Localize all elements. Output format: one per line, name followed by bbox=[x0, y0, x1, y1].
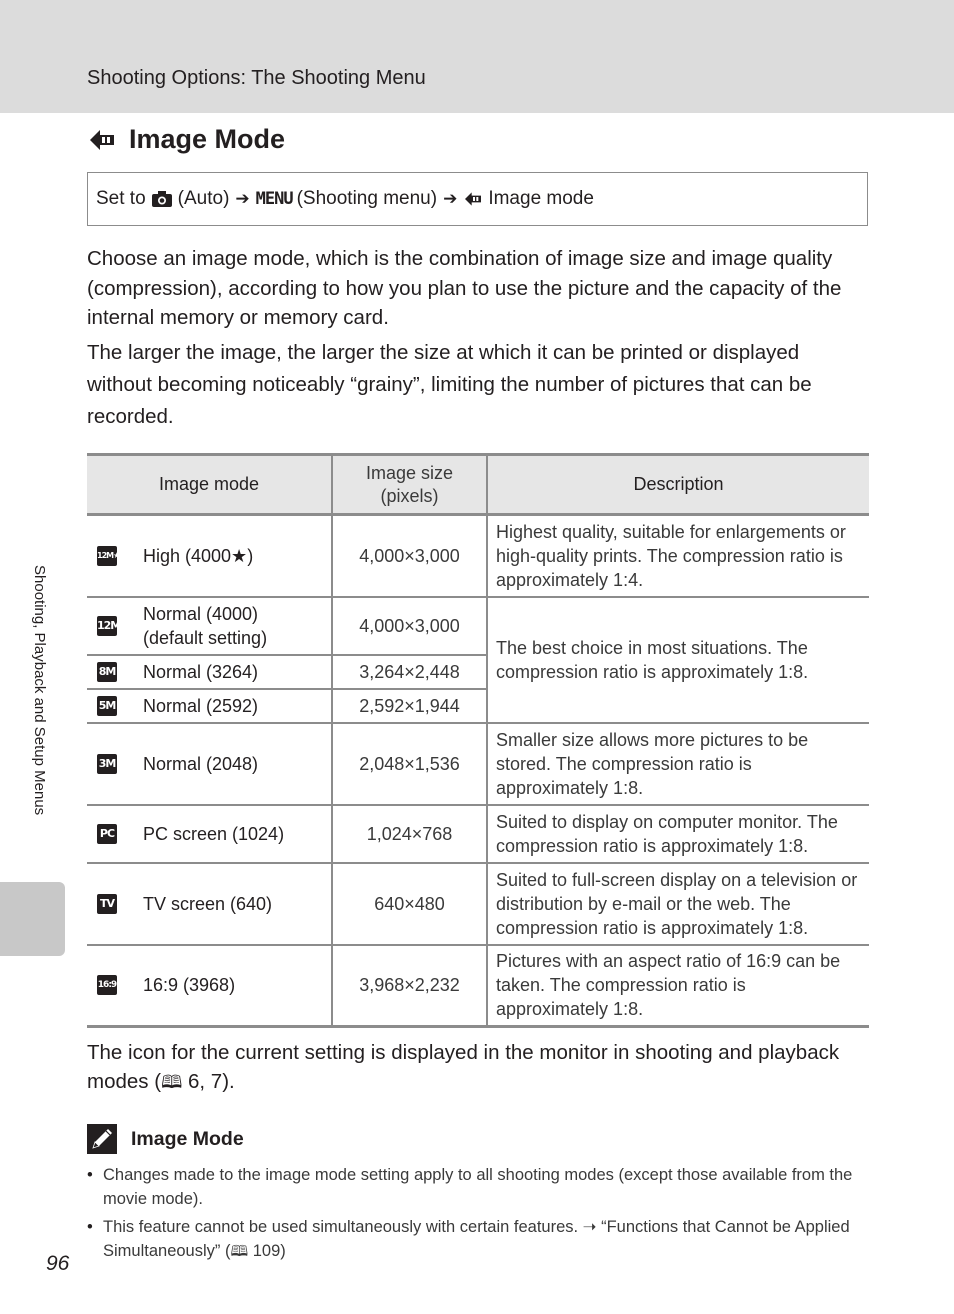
page-title bbox=[87, 124, 285, 155]
col-header-description: Description bbox=[487, 455, 869, 515]
image-mode-icon bbox=[87, 125, 117, 155]
mode-name: Normal (3264) bbox=[143, 661, 259, 682]
note-bullet-list bbox=[87, 1164, 868, 1268]
mode-description: Pictures with an aspect ratio of 16:9 can be taken. The compression ratio is approximately 1:8. bbox=[487, 945, 869, 1027]
pc-screen-icon: PC bbox=[97, 824, 117, 844]
intro-paragraph-1: Choose an image mode, which is the combination of image size and image quality (compression), according to how you plan to use the picture and the capacity of the internal memory or memory card. bbox=[87, 247, 842, 329]
path-set-to: Set to bbox=[96, 188, 146, 209]
16-9-icon: 16:9 bbox=[97, 975, 117, 995]
mode-name: Normal (4000) (default setting) bbox=[143, 603, 268, 648]
image-size: 2,592×1,944 bbox=[332, 689, 487, 723]
image-mode-icon bbox=[463, 189, 483, 209]
table-row bbox=[87, 597, 869, 655]
normal-2592-icon: 5M bbox=[97, 696, 117, 716]
col-header-mode: Image mode bbox=[87, 455, 332, 515]
camera-auto-icon bbox=[152, 191, 172, 207]
high-4000-icon: 12M★ bbox=[97, 546, 117, 566]
image-size: 640×480 bbox=[332, 863, 487, 945]
page-ref: 6, 7 bbox=[188, 1070, 223, 1093]
path-auto: (Auto) bbox=[177, 188, 230, 209]
path-image-mode: Image mode bbox=[488, 188, 594, 209]
arrow-right-icon: ➔ bbox=[235, 189, 250, 208]
normal-4000-icon: 12M bbox=[97, 616, 117, 636]
table-row bbox=[87, 805, 869, 863]
bullet-text-before: This feature cannot be used simultaneously with certain features. ➝ “Functions that Cannot be Applied Simultaneously” ( bbox=[103, 1218, 850, 1260]
page-number: 96 bbox=[46, 1252, 70, 1275]
note-title: Image Mode bbox=[131, 1127, 244, 1150]
note-pencil-icon bbox=[87, 1124, 117, 1154]
tv-screen-icon: TV bbox=[97, 894, 117, 914]
image-size: 2,048×1,536 bbox=[332, 723, 487, 805]
mode-name: High (4000★) bbox=[143, 545, 254, 566]
normal-3264-icon: 8M bbox=[97, 662, 117, 682]
list-item: • Changes made to the image mode setting apply to all shooting modes (except those available from the movie mode). bbox=[87, 1164, 868, 1211]
current-setting-note bbox=[87, 1038, 868, 1097]
table-row bbox=[87, 723, 869, 805]
mode-description: Highest quality, suitable for enlargements or high-quality prints. The compression ratio is approximately 1:4. bbox=[487, 515, 869, 597]
bullet-text-after: ) bbox=[280, 1241, 286, 1260]
menu-path-box bbox=[87, 172, 868, 226]
note-text-before: The icon for the current setting is displayed in the monitor in shooting and playback modes ( bbox=[87, 1041, 840, 1093]
image-mode-table bbox=[87, 453, 869, 1028]
mode-description: Suited to full-screen display on a television or distribution by e-mail or the web. The compression ratio is approximately 1:8. bbox=[487, 863, 869, 945]
mode-description: The best choice in most situations. The compression ratio is approximately 1:8. bbox=[487, 597, 869, 723]
list-item bbox=[87, 1216, 868, 1263]
mode-name: 16:9 (3968) bbox=[143, 975, 236, 996]
section-tab bbox=[0, 882, 65, 956]
table-row bbox=[87, 515, 869, 597]
page-title-text: Image Mode bbox=[129, 124, 286, 154]
arrow-right-icon: ➔ bbox=[443, 189, 458, 208]
book-ref-icon: 🕮 bbox=[161, 1072, 183, 1092]
image-size: 3,264×2,448 bbox=[332, 655, 487, 689]
header-band bbox=[0, 0, 954, 113]
table-header-row bbox=[87, 455, 869, 515]
image-size: 1,024×768 bbox=[332, 805, 487, 863]
intro-paragraph-2: The larger the image, the larger the size at which it can be printed or displayed without becoming noticeably “grainy”, limiting the number of pictures that can be recorded. bbox=[87, 341, 812, 428]
table-row bbox=[87, 945, 869, 1027]
mode-name: PC screen (1024) bbox=[143, 823, 285, 844]
table-row bbox=[87, 863, 869, 945]
image-size: 3,968×2,232 bbox=[332, 945, 487, 1027]
book-ref-icon: 🕮 bbox=[230, 1242, 249, 1260]
mode-name: Normal (2592) bbox=[143, 695, 259, 716]
mode-description: Smaller size allows more pictures to be stored. The compression ratio is approximately 1:8. bbox=[487, 723, 869, 805]
side-section-label: Shooting, Playback and Setup Menus bbox=[31, 565, 48, 816]
menu-button-icon: MENU bbox=[255, 189, 293, 209]
normal-2048-icon: 3M bbox=[97, 754, 117, 774]
header-title: Shooting Options: The Shooting Menu bbox=[87, 67, 426, 89]
image-size: 4,000×3,000 bbox=[332, 597, 487, 655]
mode-description: Suited to display on computer monitor. The compression ratio is approximately 1:8. bbox=[487, 805, 869, 863]
mode-name: TV screen (640) bbox=[143, 893, 273, 914]
image-size: 4,000×3,000 bbox=[332, 515, 487, 597]
path-shooting-menu: (Shooting menu) bbox=[296, 188, 438, 209]
page-ref: 109 bbox=[252, 1241, 281, 1260]
note-text-after: ). bbox=[222, 1070, 235, 1093]
col-header-size: Image size (pixels) bbox=[332, 455, 487, 515]
note-heading bbox=[87, 1124, 244, 1154]
mode-name: Normal (2048) bbox=[143, 753, 259, 774]
